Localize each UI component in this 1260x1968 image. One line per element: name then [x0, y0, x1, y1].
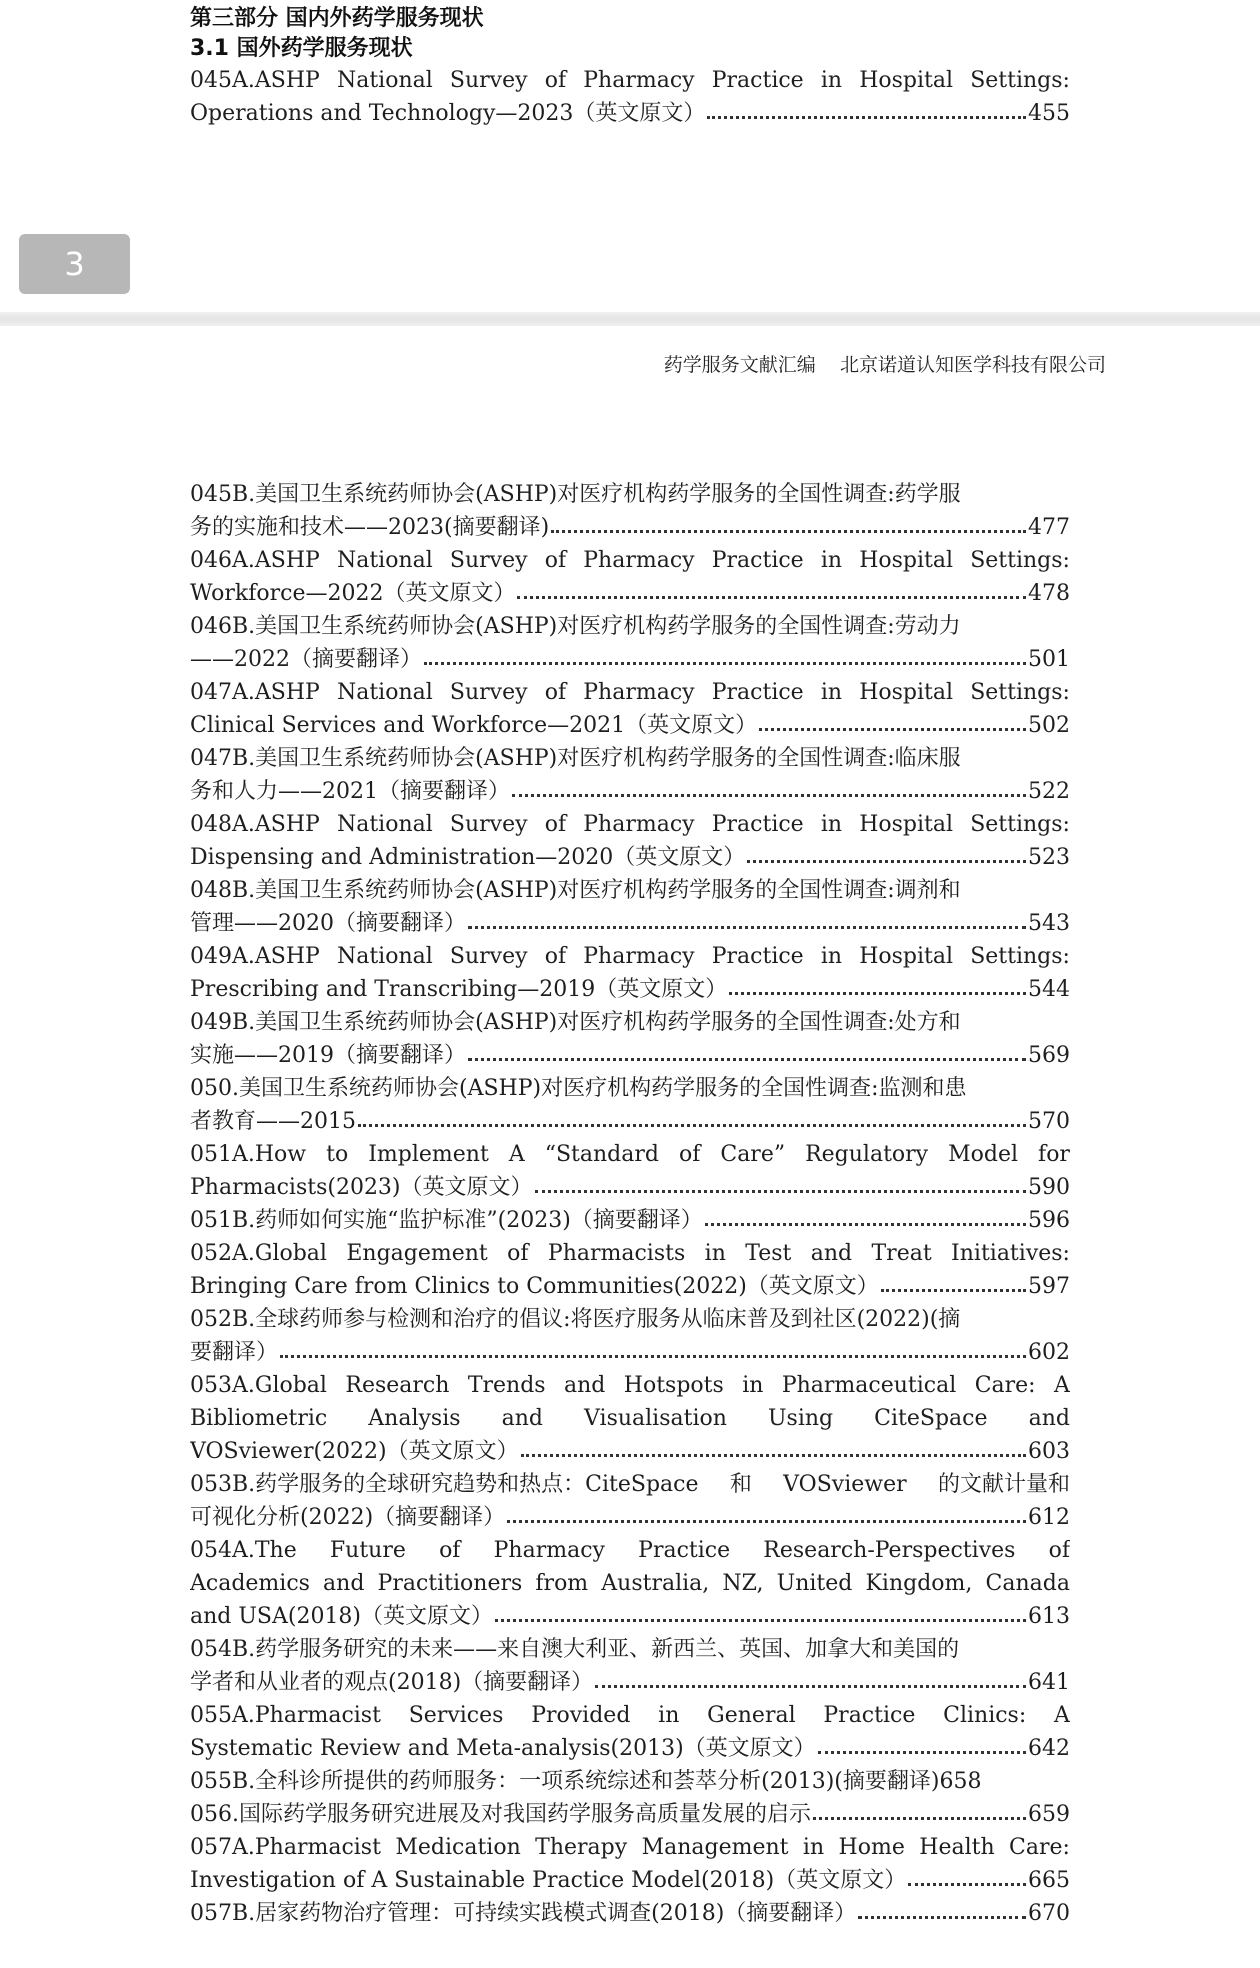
toc-entry-line: 050.美国卫生系统药师协会(ASHP)对医疗机构药学服务的全国性调查:监测和患: [190, 1076, 967, 1101]
toc-page-number: 597: [1028, 1274, 1070, 1299]
toc-entry-line: 054A.The Future of Pharmacy Practice Research‐Perspectives of: [190, 1538, 1070, 1563]
toc-entry-line: 052B.全球药师参与检测和治疗的倡议:将医疗服务从临床普及到社区(2022)(摘: [190, 1307, 961, 1332]
toc-entry-line: Bibliometric Analysis and Visualisation Using CiteSpace and: [190, 1406, 1070, 1431]
toc-entry-line: 049B.美国卫生系统药师协会(ASHP)对医疗机构药学服务的全国性调查:处方和: [190, 1010, 961, 1035]
toc-entry[interactable]: [190, 1138, 1070, 1204]
toc-entry[interactable]: [190, 1303, 1070, 1369]
toc-page-number: 543: [1028, 911, 1070, 936]
toc-entry-last-line: [190, 1039, 1070, 1072]
dot-leader: [813, 1817, 1026, 1820]
page-bottom: [0, 326, 1260, 1968]
toc-page-number: 590: [1028, 1175, 1070, 1200]
toc-entry-line: 057A.Pharmacist Medication Therapy Management in Home Health Care:: [190, 1835, 1070, 1860]
running-header: [664, 350, 1106, 377]
dot-leader: [551, 530, 1026, 533]
toc-page-number: 602: [1028, 1340, 1070, 1365]
toc-entry-line: 047B.美国卫生系统药师协会(ASHP)对医疗机构药学服务的全国性调查:临床服: [190, 746, 961, 771]
toc-entry-line: 048B.美国卫生系统药师协会(ASHP)对医疗机构药学服务的全国性调查:调剂和: [190, 878, 961, 903]
toc-entry[interactable]: [190, 874, 1070, 940]
dot-leader: [705, 1223, 1026, 1226]
toc-page-number: 613: [1028, 1604, 1070, 1629]
toc-entry-title: 可视化分析(2022)（摘要翻译）: [190, 1505, 506, 1530]
toc-entry[interactable]: [190, 1633, 1070, 1699]
toc-entry[interactable]: [190, 1831, 1070, 1897]
toc-entry-last-line: [190, 1798, 1070, 1831]
toc-entry-last-line: [190, 1105, 1070, 1138]
dot-leader: [535, 1190, 1026, 1193]
toc-entry-last-line: [190, 1435, 1070, 1468]
toc-entry-title: ——2022（摘要翻译）: [190, 647, 422, 672]
toc-page-number: 570: [1028, 1109, 1070, 1134]
toc-entry[interactable]: [190, 1204, 1070, 1237]
toc-entry-last-line: [190, 1336, 1070, 1369]
toc-entry-last-line: [190, 1666, 1070, 1699]
toc-entry-title: Pharmacists(2023)（英文原文）: [190, 1175, 533, 1200]
toc-entry-title: 管理——2020（摘要翻译）: [190, 911, 466, 936]
toc-entry[interactable]: [190, 1237, 1070, 1303]
toc-entry-line: 053A.Global Research Trends and Hotspots in Pharmaceutical Care: A: [190, 1373, 1070, 1398]
toc-entry[interactable]: [190, 1534, 1070, 1633]
dot-leader: [495, 1619, 1026, 1622]
toc-entry[interactable]: [190, 1897, 1070, 1930]
toc-entry[interactable]: [190, 1369, 1070, 1468]
toc-top-section: [190, 4, 1070, 130]
toc-entry[interactable]: [190, 1006, 1070, 1072]
toc-page-number: 544: [1028, 977, 1070, 1002]
toc-entry[interactable]: [190, 940, 1070, 1006]
toc-entry-title: 051B.药师如何实施“监护标准”(2023)（摘要翻译）: [190, 1208, 703, 1233]
section-heading: 3.1 国外药学服务现状: [190, 36, 413, 61]
dot-leader: [595, 1685, 1026, 1688]
dot-leader: [729, 992, 1026, 995]
toc-entry-line: 047A.ASHP National Survey of Pharmacy Practice in Hospital Settings:: [190, 680, 1070, 705]
toc-page-number: 596: [1028, 1208, 1070, 1233]
toc-page-number: 502: [1028, 713, 1070, 738]
toc-entry-line: 052A.Global Engagement of Pharmacists in Test and Treat Initiatives:: [190, 1241, 1070, 1266]
toc-entry-title: Clinical Services and Workforce—2021（英文原文）: [190, 713, 758, 738]
dot-leader: [707, 116, 1026, 119]
running-header-publication: 药学服务文献汇编: [663, 354, 816, 376]
toc-entry[interactable]: [190, 1468, 1070, 1534]
toc-page-number: 455: [1028, 101, 1070, 126]
toc-entry-line: 045A.ASHP National Survey of Pharmacy Practice in Hospital Settings:: [190, 68, 1070, 93]
toc-entry-last-line: [190, 1204, 1070, 1237]
toc-page-number: 670: [1028, 1901, 1070, 1926]
dot-leader: [517, 596, 1026, 599]
toc-entry-title: 者教育——2015: [190, 1109, 356, 1134]
toc-entry-last-line: [190, 973, 1070, 1006]
toc-entry-last-line: [190, 841, 1070, 874]
toc-entry-title: and USA(2018)（英文原文）: [190, 1604, 494, 1629]
dot-leader: [424, 662, 1026, 665]
toc-page-number: 612: [1028, 1505, 1070, 1530]
toc-entry-last-line: [190, 709, 1070, 742]
toc-entry-title: Investigation of A Sustainable Practice Model(2018)（英文原文）: [190, 1868, 907, 1893]
dot-leader: [818, 1751, 1026, 1754]
toc-entry[interactable]: [190, 478, 1070, 544]
toc-entry-line: 053B.药学服务的全球研究趋势和热点：CiteSpace 和 VOSviewer 的文献计量和: [190, 1472, 1070, 1497]
toc-entry-title: Systematic Review and Meta-analysis(2013)（英文原文）: [190, 1736, 816, 1761]
toc-entry[interactable]: [190, 742, 1070, 808]
toc-page-number: 523: [1028, 845, 1070, 870]
toc-entry-title: Prescribing and Transcribing—2019（英文原文）: [190, 977, 728, 1002]
toc-entry[interactable]: [190, 1765, 1070, 1798]
toc-entry-last-line: [190, 643, 1070, 676]
page-number-badge[interactable]: 3: [19, 234, 130, 294]
toc-entry-title: 务的实施和技术——2023(摘要翻译): [190, 515, 550, 540]
toc-page-number: 522: [1028, 779, 1070, 804]
dot-leader: [507, 1520, 1026, 1523]
dot-leader: [468, 1058, 1026, 1061]
toc-page-number: 603: [1028, 1439, 1070, 1464]
toc-entry[interactable]: [190, 64, 1070, 130]
toc-entry-title: Dispensing and Administration—2020（英文原文）: [190, 845, 746, 870]
toc-entry-last-line: [190, 511, 1070, 544]
toc-entry-last-line: [190, 97, 1070, 130]
running-header-publisher: 北京诺道认知医学科技有限公司: [839, 354, 1106, 376]
part-heading: 第三部分 国内外药学服务现状: [190, 6, 484, 31]
toc-page-number: 659: [1028, 1802, 1070, 1827]
toc-entry-line: 048A.ASHP National Survey of Pharmacy Practice in Hospital Settings:: [190, 812, 1070, 837]
toc-entry-line: Academics and Practitioners from Australia, NZ, United Kingdom, Canada: [190, 1571, 1070, 1596]
toc-entry-line: 054B.药学服务研究的未来——来自澳大利亚、新西兰、英国、加拿大和美国的: [190, 1637, 960, 1662]
dot-leader: [759, 728, 1026, 731]
toc-entry-line: 055B.全科诊所提供的药师服务：一项系统综述和荟萃分析(2013)(摘要翻译)658: [190, 1769, 982, 1794]
toc-entry[interactable]: [190, 808, 1070, 874]
dot-leader: [468, 926, 1026, 929]
toc-entry-line: 055A.Pharmacist Services Provided in General Practice Clinics: A: [190, 1703, 1070, 1728]
toc-entry[interactable]: [190, 676, 1070, 742]
toc-entry-title: 实施——2019（摘要翻译）: [190, 1043, 466, 1068]
toc-entry[interactable]: [190, 544, 1070, 610]
dot-leader: [521, 1454, 1026, 1457]
toc-entry-line: 046A.ASHP National Survey of Pharmacy Practice in Hospital Settings:: [190, 548, 1070, 573]
toc-entry-title: 056.国际药学服务研究进展及对我国药学服务高质量发展的启示: [190, 1802, 811, 1827]
dot-leader: [747, 860, 1026, 863]
page-top: [0, 0, 1260, 312]
toc-entry-last-line: [190, 1600, 1070, 1633]
toc-entry-line: 046B.美国卫生系统药师协会(ASHP)对医疗机构药学服务的全国性调查:劳动力: [190, 614, 961, 639]
toc-entry-last-line: [190, 775, 1070, 808]
toc-entry[interactable]: [190, 610, 1070, 676]
toc-entry-title: 学者和从业者的观点(2018)（摘要翻译）: [190, 1670, 594, 1695]
toc-page-number: 641: [1028, 1670, 1070, 1695]
dot-leader: [512, 794, 1026, 797]
toc-entry-line: 051A.How to Implement A “Standard of Care” Regulatory Model for: [190, 1142, 1070, 1167]
toc-entry[interactable]: [190, 1699, 1070, 1765]
toc-entry-last-line: [190, 1171, 1070, 1204]
toc-entry[interactable]: [190, 1798, 1070, 1831]
toc-entry-title: 务和人力——2021（摘要翻译）: [190, 779, 510, 804]
toc-entry-last-line: [190, 1501, 1070, 1534]
toc-entry-last-line: [190, 1270, 1070, 1303]
toc-entry-title: Operations and Technology—2023（英文原文）: [190, 101, 706, 126]
toc-entry-title: Bringing Care from Clinics to Communities(2022)（英文原文）: [190, 1274, 879, 1299]
toc-entries: [190, 478, 1070, 1930]
dot-leader: [858, 1916, 1026, 1919]
dot-leader: [908, 1883, 1026, 1886]
dot-leader: [881, 1289, 1026, 1292]
toc-entry-last-line: [190, 1897, 1070, 1930]
toc-page-number: 478: [1028, 581, 1070, 606]
toc-entry-title: 要翻译）: [190, 1340, 279, 1365]
toc-entry-last-line: [190, 907, 1070, 940]
toc-page-number: 501: [1028, 647, 1070, 672]
toc-entry-line: 045B.美国卫生系统药师协会(ASHP)对医疗机构药学服务的全国性调查:药学服: [190, 482, 961, 507]
toc-entry-title: Workforce—2022（英文原文）: [190, 581, 516, 606]
page-divider: [0, 312, 1260, 326]
toc-page-number: 477: [1028, 515, 1070, 540]
toc-page-number: 642: [1028, 1736, 1070, 1761]
dot-leader: [280, 1355, 1026, 1358]
toc-entries-top: [190, 64, 1070, 130]
toc-page-number: 569: [1028, 1043, 1070, 1068]
toc-entry-last-line: [190, 1864, 1070, 1897]
toc-entry-last-line: [190, 577, 1070, 610]
toc-entry-title: 057B.居家药物治疗管理：可持续实践模式调查(2018)（摘要翻译）: [190, 1901, 857, 1926]
toc-page-number: 665: [1028, 1868, 1070, 1893]
toc-entry-line: 049A.ASHP National Survey of Pharmacy Practice in Hospital Settings:: [190, 944, 1070, 969]
toc-entry-last-line: [190, 1732, 1070, 1765]
toc-entry[interactable]: [190, 1072, 1070, 1138]
dot-leader: [358, 1124, 1026, 1127]
toc-entry-title: VOSviewer(2022)（英文原文）: [190, 1439, 519, 1464]
